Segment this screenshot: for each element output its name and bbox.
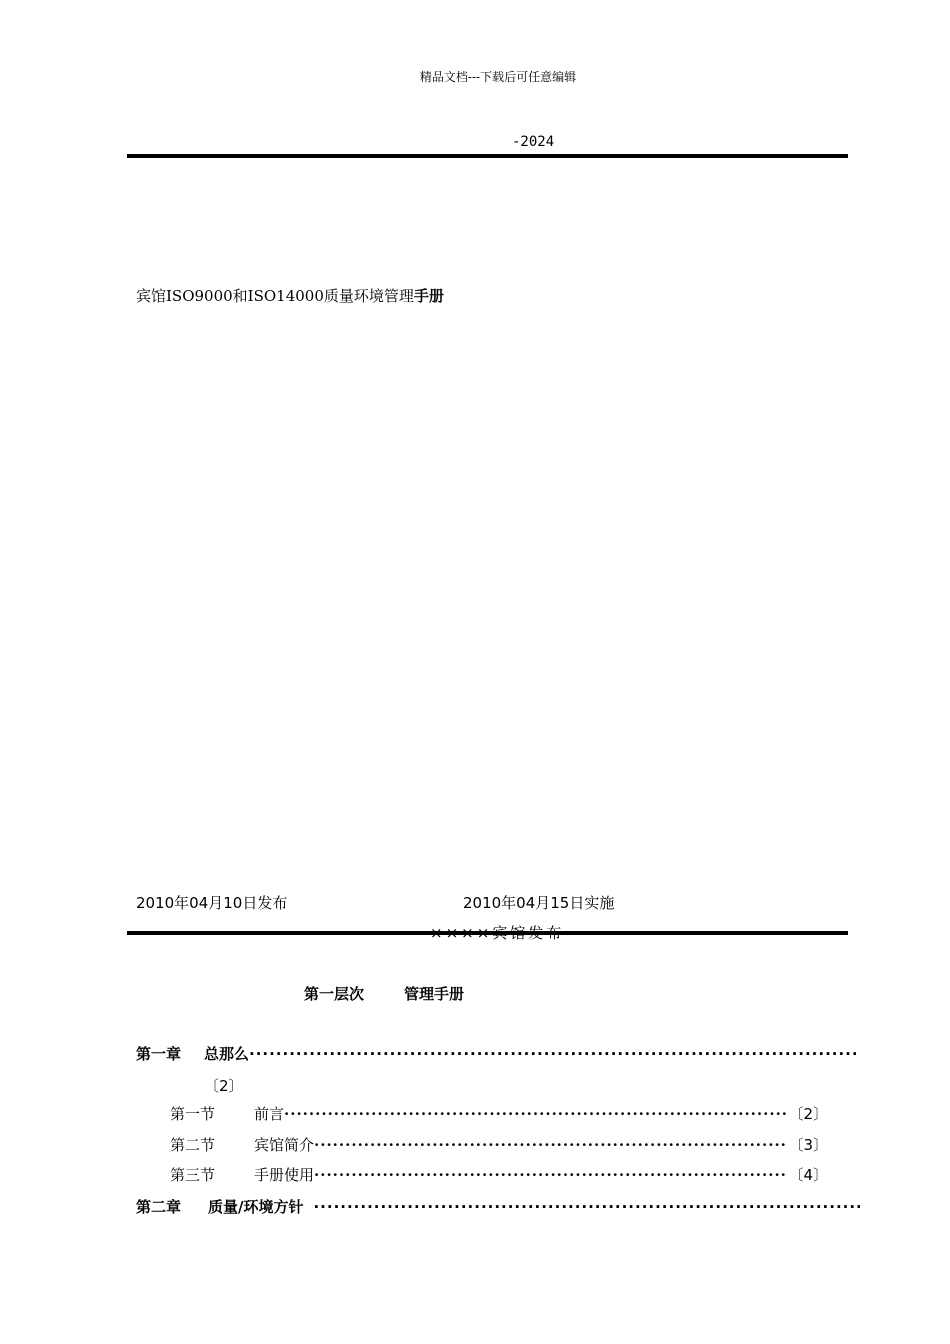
toc-section-title: 前言 xyxy=(254,1105,285,1123)
document-year: -2024 xyxy=(512,134,555,150)
toc-section-page: 〔2〕 xyxy=(788,1105,828,1123)
title-suffix: 手册 xyxy=(413,287,444,305)
toc-chapter-title: 质量/环境方针 xyxy=(208,1198,304,1216)
toc-section-1[interactable] xyxy=(170,1103,828,1124)
toc-section-page: 〔4〕 xyxy=(788,1166,828,1184)
toc-leader xyxy=(284,1105,788,1123)
toc-section-3[interactable] xyxy=(170,1164,828,1185)
manual-label: 管理手册 xyxy=(404,985,465,1003)
toc-section-number: 第三节 xyxy=(170,1166,216,1184)
toc-leader xyxy=(313,1198,860,1216)
toc-section-number: 第一节 xyxy=(170,1105,216,1123)
publish-date: 2010年04月10日发布 xyxy=(136,894,288,912)
effective-date: 2010年04月15日实施 xyxy=(463,894,615,912)
toc-section-title: 手册使用 xyxy=(254,1166,315,1184)
toc-chapter-1-page: 〔2〕 xyxy=(204,1077,244,1095)
toc-leader xyxy=(314,1166,788,1184)
toc-chapter-2[interactable] xyxy=(136,1196,860,1217)
toc-chapter-number: 第二章 xyxy=(136,1198,182,1216)
publisher: ××××宾馆发布 xyxy=(430,924,565,942)
header-note: 精品文档---下载后可任意编辑 xyxy=(419,70,577,84)
toc-section-number: 第二节 xyxy=(170,1136,216,1154)
level-label: 第一层次 xyxy=(304,985,365,1003)
toc-section-page: 〔3〕 xyxy=(788,1136,828,1154)
document-title xyxy=(136,285,444,306)
toc-leader xyxy=(249,1045,860,1063)
top-rule xyxy=(127,154,848,158)
toc-chapter-number: 第一章 xyxy=(136,1045,182,1063)
title-main: 宾馆ISO9000和ISO14000质量环境管理 xyxy=(136,287,414,305)
toc-chapter-title: 总那么 xyxy=(204,1045,250,1063)
toc-chapter-1[interactable] xyxy=(136,1043,860,1064)
toc-leader xyxy=(314,1136,788,1154)
toc-section-2[interactable] xyxy=(170,1134,828,1155)
toc-section-title: 宾馆简介 xyxy=(254,1136,315,1154)
